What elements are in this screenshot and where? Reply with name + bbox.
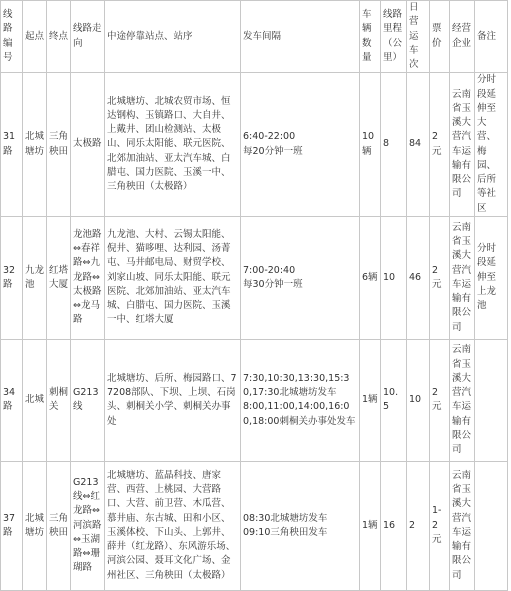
header-cell: 中途停靠站点、站序 <box>105 1 241 73</box>
route-vehicles: 1辆 <box>360 339 381 461</box>
route-fare: 2元 <box>430 339 450 461</box>
table-row <box>1 216 508 339</box>
header-cell: 日营运车次 <box>407 1 430 73</box>
header-row <box>1 1 508 73</box>
route-note: 分时段延伸至上龙池 <box>475 216 508 339</box>
route-id: 32路 <box>1 216 23 339</box>
route-vehicles: 1辆 <box>360 461 381 590</box>
route-mileage: 10 <box>381 216 407 339</box>
route-interval: 7:00-20:40 每30分钟一班 <box>241 216 360 339</box>
route-trips: 10 <box>407 339 430 461</box>
route-note <box>475 339 508 461</box>
route-interval: 08:30北城塘坊发车 09:10三角秧田发车 <box>241 461 360 590</box>
route-id: 31路 <box>1 73 23 217</box>
route-id: 37路 <box>1 461 23 590</box>
route-interval: 7:30,10:30,13:30,15:30,17:30北城塘坊发车 8:00,11:00,14:00,16:00,18:00刺桐关办事处发车 <box>241 339 360 461</box>
header-cell: 线路走向 <box>71 1 105 73</box>
route-start: 北城塘坊 <box>23 73 47 217</box>
route-mileage: 16 <box>381 461 407 590</box>
route-vehicles: 6辆 <box>360 216 381 339</box>
table-row <box>1 461 508 590</box>
header-cell: 备注 <box>475 1 508 73</box>
route-start: 北城塘坊 <box>23 461 47 590</box>
route-direction: 龙池路⇔春祥路⇔九龙路⇔太极路⇔龙马路 <box>71 216 105 339</box>
route-direction: 太极路 <box>71 73 105 217</box>
header-cell: 线路里程（公里） <box>381 1 407 73</box>
route-fare: 2元 <box>430 216 450 339</box>
header-cell: 发车间隔 <box>241 1 360 73</box>
header-cell: 终点 <box>47 1 71 73</box>
route-mileage: 8 <box>381 73 407 217</box>
route-company: 云南省玉溪大营汽车运输有限公司 <box>450 461 475 590</box>
route-note: 分时段延伸至大营、梅园、后所等社区 <box>475 73 508 217</box>
table-row <box>1 73 508 217</box>
header-cell: 车辆数量 <box>360 1 381 73</box>
route-mileage: 10.5 <box>381 339 407 461</box>
route-direction: G213线⇔红龙路⇔河滨路⇔玉湖路⇔珊瑚路 <box>71 461 105 590</box>
route-fare: 1-2元 <box>430 461 450 590</box>
route-note <box>475 461 508 590</box>
route-company: 云南省玉溪大营汽车运输有限公司 <box>450 73 475 217</box>
header-cell: 经营企业 <box>450 1 475 73</box>
route-id: 34路 <box>1 339 23 461</box>
route-stops: 九龙池、大村、云锡太阳能、倪井、猫哆哩、达利园、汤菁屯、马井邮电局、财贸学校、刘家山坡、同乐太阳能、联元医院、北郊加油站、亚太汽车城、白腊屯、国力医院、玉溪一中、红塔大厦 <box>105 216 241 339</box>
route-end: 刺桐关 <box>47 339 71 461</box>
route-direction: G213线 <box>71 339 105 461</box>
route-stops: 北城塘坊、北城农贸市场、恒达钢构、玉镇路口、大自井、上戴井、团山检测站、太极山、同乐太阳能、联元医院、北郊加油站、亚太汽车城、白腊屯、国力医院、玉溪一中、三角秧田（太极路） <box>105 73 241 217</box>
header-cell: 票价 <box>430 1 450 73</box>
route-interval: 6:40-22:00 每20分钟一班 <box>241 73 360 217</box>
route-stops: 北城塘坊、蓝晶科技、唐家营、西营、上桃园、大营路口、大营、前卫营、木瓜营、慕井庙、东古城、田和小区、玉溪体校、下山头、上郭井、薛井（红龙路）、东风游乐场、河滨公园、聂耳文化广场、金州社区、三角秧田（太极路） <box>105 461 241 590</box>
route-end: 三角秧田 <box>47 461 71 590</box>
route-end: 三角秧田 <box>47 73 71 217</box>
route-trips: 2 <box>407 461 430 590</box>
route-start: 九龙池 <box>23 216 47 339</box>
route-company: 云南省玉溪大营汽车运输有限公司 <box>450 216 475 339</box>
route-end: 红塔大厦 <box>47 216 71 339</box>
route-company: 云南省玉溪大营汽车运输有限公司 <box>450 339 475 461</box>
route-trips: 84 <box>407 73 430 217</box>
header-cell: 线路编号 <box>1 1 23 73</box>
table-row <box>1 339 508 461</box>
header-cell: 起点 <box>23 1 47 73</box>
route-stops: 北城塘坊、后所、梅园路口、77208部队、下坝、上坝、石岗头、刺桐关小学、刺桐关办事处 <box>105 339 241 461</box>
route-start: 北城 <box>23 339 47 461</box>
route-trips: 46 <box>407 216 430 339</box>
route-vehicles: 10辆 <box>360 73 381 217</box>
route-fare: 2元 <box>430 73 450 217</box>
